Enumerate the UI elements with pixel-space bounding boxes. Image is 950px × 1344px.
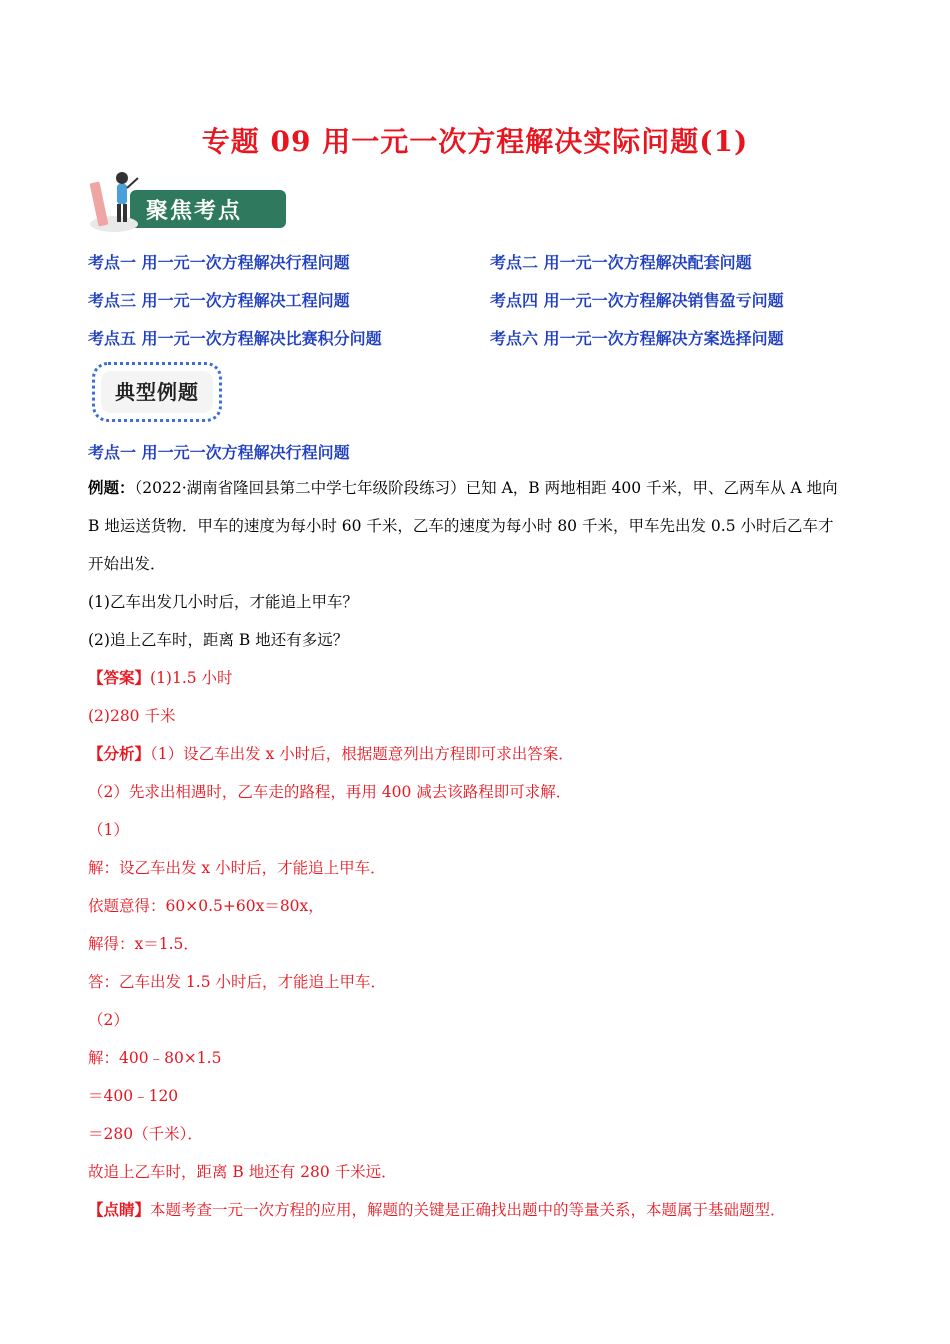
topic-item[interactable]: 考点一 用一元一次方程解决行程问题 (88, 253, 350, 272)
solution-line: 解：设乙车出发 x 小时后，才能追上甲车． (88, 859, 386, 877)
analysis-text-2: （2）先求出相遇时，乙车走的路程，再用 400 减去该路程即可求解． (88, 783, 572, 801)
topic-item[interactable]: 考点三 用一元一次方程解决工程问题 (88, 291, 350, 310)
solution-line: 解得：x＝1.5． (88, 935, 199, 953)
topic-item[interactable]: 考点二 用一元一次方程解决配套问题 (490, 253, 752, 272)
focus-badge-label: 聚焦考点 (146, 199, 243, 224)
solution-line: （2） (88, 1011, 129, 1029)
topic-item[interactable]: 考点六 用一元一次方程解决方案选择问题 (490, 329, 784, 348)
analysis-text-1: （1）设乙车出发 x 小时后，根据题意列出方程即可求出答案． (150, 745, 574, 763)
answer-1: (1)1.5 小时 (150, 669, 233, 687)
examples-badge-label: 典型例题 (115, 380, 199, 404)
solution-line: 答：乙车出发 1.5 小时后，才能追上甲车． (88, 973, 387, 991)
topic-item[interactable]: 考点四 用一元一次方程解决销售盈亏问题 (490, 291, 784, 310)
solution-line: ＝280（千米）． (88, 1125, 203, 1143)
topic-item[interactable]: 考点五 用一元一次方程解决比赛积分问题 (88, 329, 382, 348)
example-label: 例题： (88, 478, 135, 497)
question-1: (1)乙车出发几小时后，才能追上甲车？ (88, 593, 358, 611)
analysis-label: 【分析】 (88, 744, 151, 763)
comment-text: 本题考查一元一次方程的应用，解题的关键是正确找出题中的等量关系，本题属于基础题型． (150, 1201, 786, 1219)
answer-2: (2)280 千米 (88, 707, 176, 725)
answer-label: 【答案】 (88, 668, 151, 687)
solution-line: 故追上乙车时，距离 B 地还有 280 千米远． (88, 1163, 397, 1181)
student-figure-icon (88, 168, 148, 234)
solution-line: 解：400﹣80×1.5 (88, 1049, 222, 1067)
comment-line (88, 1200, 786, 1220)
solution-line: （1） (88, 821, 129, 839)
solution-line: 依题意得：60×0.5+60x＝80x， (88, 897, 324, 915)
section-heading: 考点一 用一元一次方程解决行程问题 (88, 443, 350, 462)
example-text-1: （2022·湖南省隆回县第二中学七年级阶段练习）已知 A，B 两地相距 400 千米，甲、乙两车从 A 地向 (134, 479, 838, 497)
example-line-3: 开始出发． (88, 555, 166, 573)
page-title: 专题 09 用一元一次方程解决实际问题(1) (201, 125, 749, 158)
example-line-2: B 地运送货物．甲车的速度为每小时 60 千米，乙车的速度为每小时 80 千米，甲车先出发 0.5 小时后乙车才 (88, 517, 834, 535)
examples-badge (92, 362, 222, 422)
analysis-line-1 (88, 744, 574, 764)
answer-line-1 (88, 668, 233, 688)
solution-line: ＝400﹣120 (88, 1087, 179, 1105)
question-2: (2)追上乙车时，距离 B 地还有多远？ (88, 631, 349, 649)
comment-label: 【点睛】 (88, 1200, 151, 1219)
focus-badge (88, 168, 248, 234)
example-line-1 (88, 478, 838, 498)
